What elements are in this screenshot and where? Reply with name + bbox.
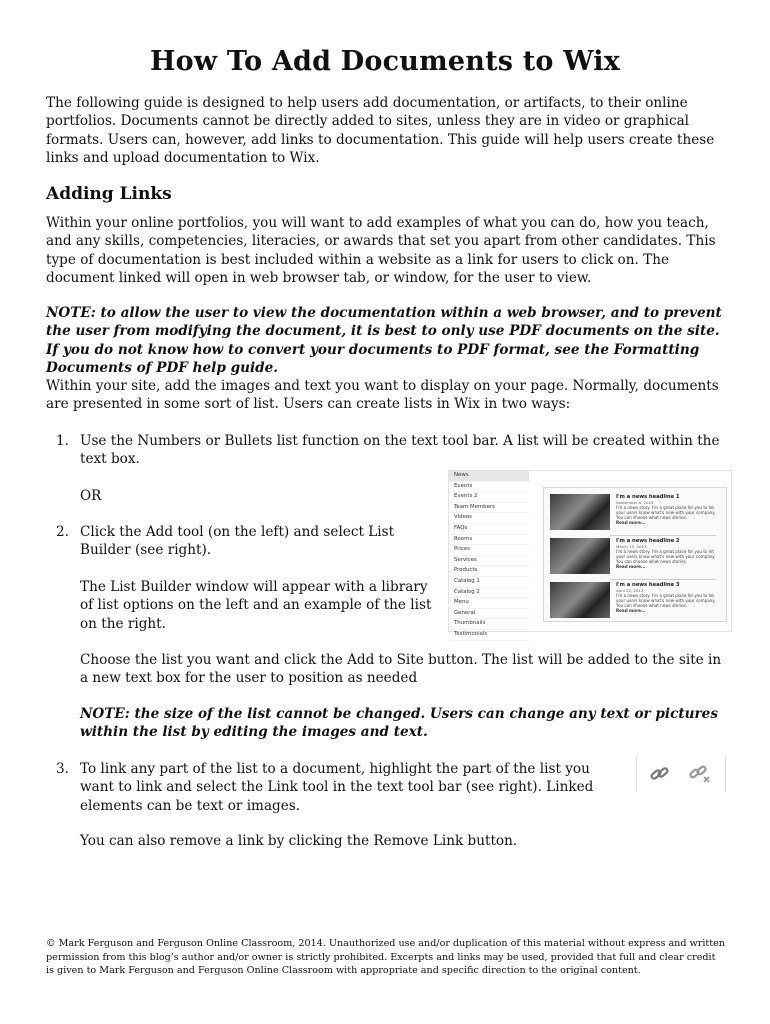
menu-item: Thumbnails	[449, 619, 529, 630]
read-more: Read more...	[616, 608, 646, 614]
step-3-number: 3.	[56, 761, 69, 777]
news-body: I'm a news story. I'm a great place for you to let your users know what's new with your company. You can choose what news stories.	[616, 549, 716, 565]
menu-item: Catalog 1	[449, 577, 529, 588]
news-date: March 15, 2013	[616, 544, 647, 550]
divider	[610, 579, 716, 580]
link-icon[interactable]	[649, 765, 671, 783]
step-1-number: 1.	[56, 433, 69, 449]
remove-link-icon[interactable]	[689, 765, 711, 783]
read-more: Read more...	[616, 564, 646, 570]
menu-item: Prices	[449, 545, 529, 556]
intro-paragraph: The following guide is designed to help users add documentation, or artifacts, to their online portfolios. Documents cannot be directly added to sites, unless they are in video or graphical formats. Users can, however, add links to documentation. This guide will help users create these links and upload documentation to Wix.	[46, 95, 715, 166]
menu-item: FAQs	[449, 524, 529, 535]
news-headline: I'm a news headline 3	[616, 582, 680, 588]
menu-item: Team Members	[449, 503, 529, 514]
news-body: I'm a news story. I'm a great place for you to let your users know what's new with your company. You can choose what news stories.	[616, 505, 716, 521]
divider	[610, 535, 716, 536]
pdf-note: NOTE: to allow the user to view the documentation within a web browser, and to prevent the user from modifying the document, it is best to only use PDF documents on the site. If you do not know how to convert your documents to PDF format, see the Formatting Documents of PDF help guide.	[46, 305, 722, 376]
menu-item: Videos	[449, 513, 529, 524]
read-more: Read more...	[616, 520, 646, 526]
list-item	[550, 494, 722, 532]
news-headline: I'm a news headline 1	[616, 494, 680, 500]
remove-link-text: You can also remove a link by clicking the Remove Link button.	[80, 833, 518, 849]
news-headline: I'm a news headline 2	[616, 538, 680, 544]
menu-item: News	[449, 471, 529, 482]
step-2-number: 2.	[56, 524, 69, 540]
news-thumbnail	[550, 494, 610, 530]
step-1-text: Use the Numbers or Bullets list function on the text tool bar. A list will be created within the text box.	[80, 433, 720, 468]
news-body: I'm a news story. I'm a great place for you to let your users know what's new with your company. You can choose what news stories.	[616, 593, 716, 609]
menu-item: Events	[449, 482, 529, 493]
list-size-note: NOTE: the size of the list cannot be changed. Users can change any text or pictures within the list by editing the images and text.	[80, 706, 718, 741]
step-2-list-builder-text: The List Builder window will appear with a library of list options on the left and an example of the list on the right.	[80, 579, 432, 632]
copyright-footer: © Mark Ferguson and Ferguson Online Classroom, 2014. Unauthorized use and/or duplication of this material without express and written permission from this blog’s author and/or owner is strictly prohibited. Excerpts and links may be used, provided that full and clear credit is given to Mark Ferguson and Ferguson Online Classroom with appropriate and specific direction to the original content.	[46, 938, 725, 976]
list-builder-screenshot	[448, 470, 732, 637]
link-toolbar	[636, 756, 726, 792]
list-preview	[543, 487, 727, 622]
menu-item: Products	[449, 566, 529, 577]
menu-item: Menu	[449, 598, 529, 609]
lists-intro-paragraph: Within your site, add the images and text you want to display on your page. Normally, documents are presented in some sort of list. Users can create lists in Wix in two ways:	[46, 378, 719, 413]
menu-item: Events 2	[449, 492, 529, 503]
list-item	[550, 582, 722, 620]
menu-item: Services	[449, 556, 529, 567]
or-text: OR	[80, 488, 102, 504]
news-date: September 6, 2012	[616, 500, 654, 506]
list-builder-menu	[449, 471, 529, 637]
step-3-text: To link any part of the list to a document, highlight the part of the list you want to link and select the Link tool in the text tool bar (see right). Linked elements can be text or images.	[80, 761, 594, 814]
news-thumbnail	[550, 582, 610, 618]
page-title: How To Add Documents to Wix	[149, 46, 621, 77]
menu-item: Catalog 2	[449, 588, 529, 599]
section-heading: Adding Links	[46, 184, 172, 204]
adding-links-paragraph: Within your online portfolios, you will want to add examples of what you can do, how you teach, and any skills, competencies, literacies, or awards that set you apart from other candidates. This type of documentation is best included within a website as a link for users to click on. The document linked will open in web browser tab, or window, for the user to view.	[46, 215, 716, 286]
menu-item: Testimonials	[449, 630, 529, 641]
news-thumbnail	[550, 538, 610, 574]
menu-item: General	[449, 609, 529, 620]
news-date: April 22, 2012	[616, 588, 644, 594]
menu-item: Rooms	[449, 535, 529, 546]
list-item	[550, 538, 722, 576]
step-2-text: Click the Add tool (on the left) and select List Builder (see right).	[80, 524, 395, 559]
step-2-add-to-site-text: Choose the list you want and click the Add to Site button. The list will be added to the site in a new text box for the user to position as needed	[80, 652, 722, 687]
